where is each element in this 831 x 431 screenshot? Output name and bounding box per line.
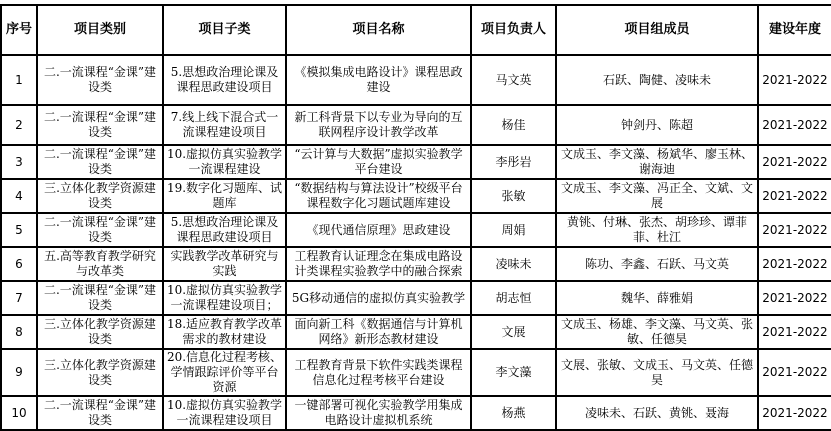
- cell-members: 凌味未、石跃、黄铫、聂海: [556, 396, 758, 430]
- cell-no: 2: [1, 105, 37, 145]
- table-header: [1, 5, 831, 55]
- cell-subcategory: 20.信息化过程考核、学情跟踪评价等平台资源: [163, 349, 286, 396]
- cell-leader: 凌味未: [471, 247, 556, 281]
- column-header-subcategory: 项目子类: [163, 5, 286, 55]
- table-header-row: [1, 5, 831, 55]
- table-row: [1, 281, 831, 315]
- cell-members: 文展、张敏、文成玉、马文英、任德昊: [556, 349, 758, 396]
- cell-members: 魏华、薛雅娟: [556, 281, 758, 315]
- cell-name: 面向新工科《数据通信与计算机网络》新形态教材建设: [286, 315, 471, 349]
- cell-category: 二.一流课程“金课”建设类: [37, 145, 163, 179]
- cell-leader: 杨燕: [471, 396, 556, 430]
- cell-leader: 李文藻: [471, 349, 556, 396]
- cell-category: 三.立体化教学资源建设类: [37, 179, 163, 213]
- column-header-name: 项目名称: [286, 5, 471, 55]
- cell-name: 工程教育认证理念在集成电路设计类课程实验教学中的融合探索: [286, 247, 471, 281]
- cell-year: 2021-2022: [758, 349, 831, 396]
- cell-members: 陈功、李鑫、石跃、马文英: [556, 247, 758, 281]
- project-table: [0, 4, 831, 431]
- cell-category: 二.一流课程“金课”建设类: [37, 213, 163, 247]
- table-row: [1, 349, 831, 396]
- cell-name: 5G移动通信的虚拟仿真实验教学: [286, 281, 471, 315]
- cell-leader: 周娟: [471, 213, 556, 247]
- cell-subcategory: 18.适应教育教学改革需求的教材建设: [163, 315, 286, 349]
- cell-name: “云计算与大数据”虚拟实验教学平台建设: [286, 145, 471, 179]
- cell-no: 6: [1, 247, 37, 281]
- cell-no: 10: [1, 396, 37, 430]
- table-row: [1, 315, 831, 349]
- cell-category: 二.一流课程“金课”建设类: [37, 396, 163, 430]
- cell-name: 一键部署可视化实验教学用集成电路设计虚拟机系统: [286, 396, 471, 430]
- cell-no: 1: [1, 55, 37, 105]
- cell-no: 4: [1, 179, 37, 213]
- cell-subcategory: 10.虚拟仿真实验教学一流课程建设项目；: [163, 281, 286, 315]
- cell-year: 2021-2022: [758, 105, 831, 145]
- cell-year: 2021-2022: [758, 145, 831, 179]
- table-row: [1, 179, 831, 213]
- cell-leader: 李彤岩: [471, 145, 556, 179]
- cell-name: 新工科背景下以专业为导向的互联网程序设计教学改革: [286, 105, 471, 145]
- cell-year: 2021-2022: [758, 281, 831, 315]
- cell-subcategory: 10.虚拟仿真实验教学一流课程建设项目: [163, 396, 286, 430]
- cell-category: 三.立体化教学资源建设类: [37, 349, 163, 396]
- cell-subcategory: 19.数字化习题库、试题库: [163, 179, 286, 213]
- cell-members: 钟剑丹、陈超: [556, 105, 758, 145]
- cell-subcategory: 5.思想政治理论课及课程思政建设项目: [163, 55, 286, 105]
- cell-no: 7: [1, 281, 37, 315]
- cell-name: “数据结构与算法设计”校级平台课程数字化习题试题库建设: [286, 179, 471, 213]
- table-row: [1, 213, 831, 247]
- cell-category: 三.立体化教学资源建设类: [37, 315, 163, 349]
- cell-name: 《现代通信原理》思政建设: [286, 213, 471, 247]
- cell-no: 9: [1, 349, 37, 396]
- column-header-category: 项目类别: [37, 5, 163, 55]
- cell-members: 文成玉、李文藻、杨斌华、廖玉林、谢海迪: [556, 145, 758, 179]
- cell-no: 8: [1, 315, 37, 349]
- column-header-year: 建设年度: [758, 5, 831, 55]
- table-row: [1, 145, 831, 179]
- cell-year: 2021-2022: [758, 55, 831, 105]
- table-row: [1, 105, 831, 145]
- cell-year: 2021-2022: [758, 247, 831, 281]
- cell-members: 石跃、陶健、凌味未: [556, 55, 758, 105]
- cell-members: 黄铫、付琳、张杰、胡珍珍、谭菲菲、杜江: [556, 213, 758, 247]
- cell-category: 五.高等教育教学研究与改革类: [37, 247, 163, 281]
- cell-category: 二.一流课程“金课”建设类: [37, 105, 163, 145]
- cell-name: 《模拟集成电路设计》课程思政建设: [286, 55, 471, 105]
- table-body: [1, 55, 831, 430]
- cell-no: 5: [1, 213, 37, 247]
- column-header-members: 项目组成员: [556, 5, 758, 55]
- cell-subcategory: 10.虚拟仿真实验教学一流课程建设: [163, 145, 286, 179]
- cell-leader: 张敏: [471, 179, 556, 213]
- table-row: [1, 247, 831, 281]
- cell-subcategory: 实践教学改革研究与实践: [163, 247, 286, 281]
- cell-subcategory: 5.思想政治理论课及课程思政建设项目: [163, 213, 286, 247]
- table-row: [1, 55, 831, 105]
- cell-category: 二.一流课程“金课”建设类: [37, 281, 163, 315]
- cell-year: 2021-2022: [758, 396, 831, 430]
- cell-members: 文成玉、李文藻、冯正全、文斌、文展: [556, 179, 758, 213]
- cell-leader: 文展: [471, 315, 556, 349]
- cell-leader: 杨佳: [471, 105, 556, 145]
- cell-no: 3: [1, 145, 37, 179]
- cell-year: 2021-2022: [758, 213, 831, 247]
- cell-name: 工程教育背景下软件实践类课程信息化过程考核平台建设: [286, 349, 471, 396]
- cell-year: 2021-2022: [758, 315, 831, 349]
- cell-leader: 胡志恒: [471, 281, 556, 315]
- cell-subcategory: 7.线上线下混合式一流课程建设项目: [163, 105, 286, 145]
- column-header-leader: 项目负责人: [471, 5, 556, 55]
- cell-members: 文成玉、杨雄、李文藻、马文英、张敏、任德昊: [556, 315, 758, 349]
- table-row: [1, 396, 831, 430]
- column-header-no: 序号: [1, 5, 37, 55]
- cell-category: 二.一流课程“金课”建设类: [37, 55, 163, 105]
- cell-year: 2021-2022: [758, 179, 831, 213]
- cell-leader: 马文英: [471, 55, 556, 105]
